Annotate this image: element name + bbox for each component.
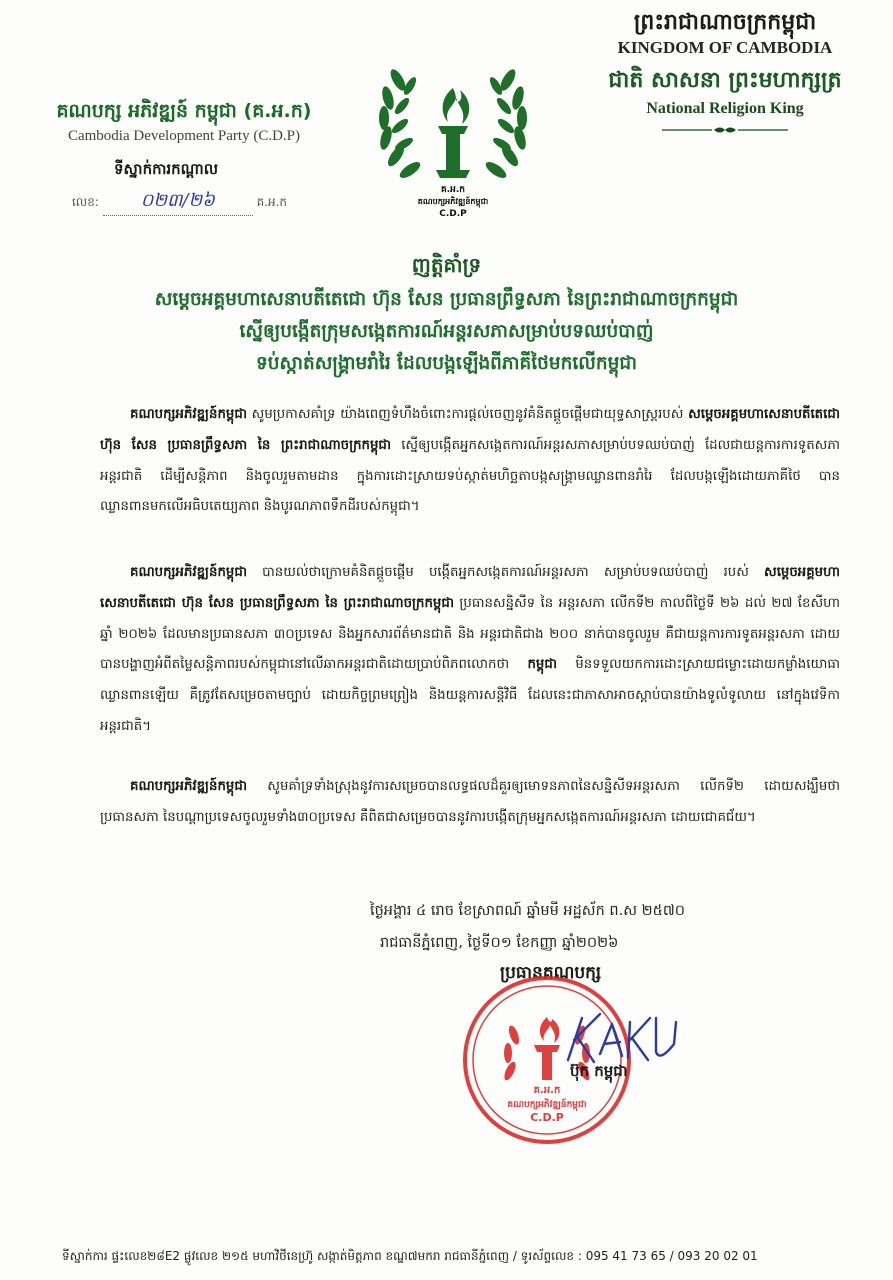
paragraph-2-emphasis-2: កម្ពុជា xyxy=(527,657,557,673)
paragraph-1-text-a: សូមប្រកាសគាំទ្រ យ៉ាងពេញទំហឹងចំពោះការផ្តល់ចេញនូវគំនិតផ្តួចផ្តើមជាយុទ្ធសាស្ត្ររបស់ xyxy=(247,407,689,422)
motto-en: National Religion King xyxy=(646,100,804,117)
ref-suffix: គ.អ.ក xyxy=(256,195,288,209)
paragraph-1-text-b: ស្នើឲ្យបង្កើតអ្នកសង្កេតការណ៍អន្តរសភាសម្រាប់បទឈប់បាញ់ ដែលជាយន្តការការទូតសភាអន្តរជាតិ ដើម្បីសន្តិភាព និងចូលរួមតាមដាន ក្នុងការដោះស្រាយទប់ស្កាត់មហិច្ឆតាបង្កសង្គ្រាមឈ្លានពានរាំរៃ ដែលបង្កឡើងដោយភាគីថៃ បានឈ្លានពានមកលើអធិបតេយ្យភាព និងបូរណភាពទឹកដីរបស់កម្ពុជា។ xyxy=(100,437,840,515)
paragraph-1-lead: គណបក្សអភិវឌ្ឍន៍កម្ពុជា xyxy=(130,407,247,422)
signature-title: ប្រធានគណបក្ស xyxy=(500,963,602,983)
paragraph-1-emphasis: សម្តេចអគ្គមហាសេនាបតីតេជោ ហ៊ុន សែន ប្រធានព្រឹទ្ធសភា នៃ ព្រះរាជាណាចក្រកម្ពុជា xyxy=(100,407,840,453)
kingdom-kh: ព្រះរាជាណាចក្រកម្ពុជា xyxy=(633,10,817,35)
subtitle-line-1: សម្តេចអគ្គមហាសេនាបតីតេជោ ហ៊ុន សែន ប្រធានព្រឹទ្ធសភា នៃព្រះរាជាណាចក្រកម្ពុជា xyxy=(154,289,739,310)
paragraph-2 xyxy=(100,558,840,743)
party-logo xyxy=(368,60,538,220)
paragraph-2-emphasis: សម្តេចអគ្គមហាសេនាបតីតេជោ ហ៊ុន សែន ប្រធានព្រឹទ្ធសភា នៃ ព្រះរាជាណាចក្រកម្ពុជា xyxy=(100,565,840,611)
ornament-divider xyxy=(660,125,790,135)
subtitle-line-2: ស្នើឲ្យបង្កើតក្រុមសង្កេតការណ៍អន្តរសភាសម្រាប់បទឈប់បាញ់ xyxy=(239,321,654,342)
ref-number: ០២៣/២៦ xyxy=(103,188,253,216)
seal-top-text: គ.អ.ក xyxy=(533,1085,561,1096)
logo-party-name: គណបក្សអភិវឌ្ឍន៍កម្ពុជា xyxy=(417,197,489,206)
seal-party-name: គណបក្សអភិវឌ្ឍន៍កម្ពុជា xyxy=(507,1100,587,1110)
paragraph-2-text-a: បានយល់ថាក្រោមគំនិតផ្តួចផ្តើម បង្កើតអ្នកសង្កេតការណ៍អន្តរសភា សម្រាប់បទឈប់បាញ់ របស់ xyxy=(247,565,765,580)
paragraph-1 xyxy=(100,400,840,523)
date-lunar: ថ្ងៃអង្គារ ៤ រោច ខែស្រាពណ៍ ឆ្នាំមមី អដ្ឋស័ក ព.ស ២៥៧០ xyxy=(370,903,686,919)
paragraph-3 xyxy=(100,772,840,834)
headquarters-label: ទីស្នាក់ការកណ្តាល xyxy=(114,160,219,178)
kingdom-en: KINGDOM OF CAMBODIA xyxy=(617,38,833,57)
signatory-name: ប៊ុក កម្ពុជា xyxy=(570,1062,628,1080)
paragraph-2-text-c: មិនទទួលយកការដោះស្រាយជម្លោះដោយកម្លាំងយោធាឈ្លានពានឡើយ គឺត្រូវតែសម្រេចតាមច្បាប់ ដោយកិច្ចព្រមព្រៀង និងយន្តការសន្តិវិធី ដែលនេះជាភាសាអាចស្តាប់បានយ៉ាងទូលំទូលាយ នៅក្នុងវេទិកាអន្តរជាតិ។ xyxy=(100,657,840,734)
subtitle-line-3: ទប់ស្កាត់សង្គ្រាមរាំរៃ ដែលបង្កឡើងពីភាគីថៃមកលើកម្ពុជា xyxy=(256,353,637,374)
paragraph-2-lead: គណបក្សអភិវឌ្ឍន៍កម្ពុជា xyxy=(130,565,247,580)
paragraph-3-text: សូមគាំទ្រទាំងស្រុងនូវការសម្រេចបានលទ្ធផលដ៏គួរឲ្យមោទនភាពនៃសន្និសីទអន្តរសភា លើកទី២ ដោយសង្ឃឹមថាប្រធានសភា នៃបណ្តាប្រទេសចូលរួមទាំង៣០ប្រទេស គឺពិតជាសម្រេចបាននូវការបង្កើតក្រុមអ្នកសង្កេតការណ៍អន្តរសភា ដោយជោគជ័យ។ xyxy=(100,779,840,825)
footer-address: ទីស្នាក់ការ ផ្ទះលេខ២៨E2 ផ្លូវលេខ ២១៥ មហាវិថីនេហ៊្រូ សង្កាត់មិត្តភាព ខណ្ឌ៧មករា រាជធានីភ្នំពេញ / ទូរស័ព្ទលេខ : 095 41 73 65 / 093 20 02 01 xyxy=(62,1249,758,1263)
kingdom-header xyxy=(575,8,875,139)
logo-abbr: C.D.P xyxy=(439,209,467,219)
motto-kh: ជាតិ សាសនា ព្រះមហាក្សត្រ xyxy=(608,68,842,93)
party-name-kh: គណបក្ស អភិវឌ្ឍន៍ កម្ពុជា (គ.អ.ក) xyxy=(56,100,312,122)
seal-abbr: C.D.P xyxy=(530,1111,564,1124)
document-title: ញត្តិគាំទ្រ xyxy=(411,253,482,277)
date-solar: រាជធានីភ្នំពេញ, ថ្ងៃទី០១ ខែកញ្ញា ឆ្នាំ២០២៦ xyxy=(380,935,619,951)
paragraph-2-text-b: ប្រធានសន្និសីទ នៃ អន្តរសភា លើកទី២ កាលពីថ្ងៃទី ២៦ ដល់ ២៧ ខែសីហា ឆ្នាំ ២០២៦ ដែលមានប្រធានសភា ៣០ប្រទេស និងអ្នកសារព័ត៌មានជាតិ និង អន្តរជាតិជាង ២០០ នាក់បានចូលរួម គឺជាយន្តការការទូតអន្តរសភា ដោយបានបង្ហាញអំពីតម្លៃសន្តិភាពរបស់កម្ពុជានៅលើឆាកអន្តរជាតិដោយប្រាប់ពិភពលោកថា xyxy=(100,595,840,673)
reference-number-line: លេខ: ០២៣/២៦ គ.អ.ក xyxy=(4,188,364,216)
paragraph-3-lead: គណបក្សអភិវឌ្ឍន៍កម្ពុជា xyxy=(130,779,247,794)
ref-label: លេខ xyxy=(72,195,95,209)
party-name-en: Cambodia Development Party (C.D.P) xyxy=(67,128,301,144)
party-header xyxy=(4,96,364,216)
logo-top-text: គ.អ.ក xyxy=(441,185,465,195)
